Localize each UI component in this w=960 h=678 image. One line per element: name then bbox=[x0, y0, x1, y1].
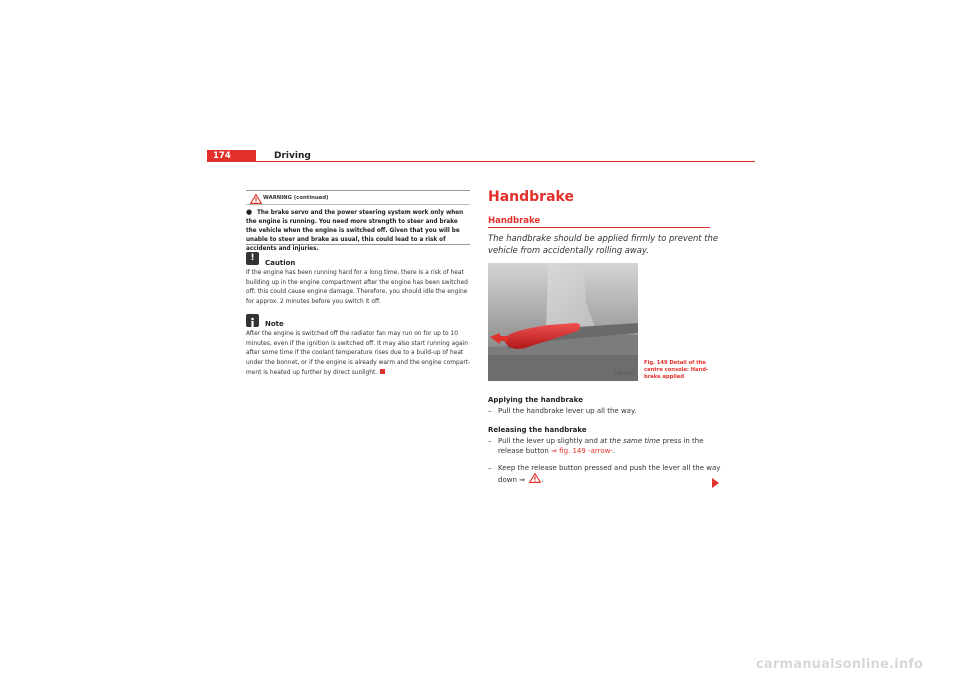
dash-marker: – bbox=[488, 407, 492, 415]
warning-label: WARNING (continued) bbox=[263, 195, 329, 201]
main-heading: Handbrake bbox=[488, 189, 574, 205]
warning-triangle-icon bbox=[250, 194, 262, 204]
info-icon bbox=[246, 316, 259, 329]
release-step-2-end: . bbox=[541, 476, 544, 484]
warning-box bbox=[246, 190, 470, 252]
release-step-1-part-a: Pull the lever up slightly and bbox=[498, 437, 601, 445]
bullet-icon: ● bbox=[246, 208, 257, 216]
page-number: 174 bbox=[207, 150, 256, 162]
release-step-1-text bbox=[498, 436, 722, 456]
applying-step-text: Pull the handbrake lever up all the way. bbox=[498, 407, 637, 415]
handbrake-illustration bbox=[488, 263, 638, 381]
release-step-2-text bbox=[498, 463, 722, 485]
dash-marker: – bbox=[488, 437, 492, 445]
figure-code: B3R-0073 bbox=[615, 371, 635, 376]
release-step-2-main: Keep the release button pressed and push the lever all the way down ⇒ bbox=[498, 464, 721, 484]
figure-caption: Fig. 149 Detail of the centre console: Hand-brake applied bbox=[644, 360, 709, 380]
releasing-heading: Releasing the handbrake bbox=[488, 426, 587, 434]
caution-text: If the engine has been running hard for a long time, there is a risk of heat building up in the engine compartment after the engine has been switched off; this could cause engine damage. Therefore, you should idle the engine for approx. 2 minutes before you switch it off. bbox=[246, 270, 468, 306]
footer-watermark: carmanualsonline.info bbox=[756, 657, 924, 672]
applying-heading: Applying the handbrake bbox=[488, 396, 583, 404]
intro-text: The handbrake should be applied firmly to prevent the vehicle from accidentally rolling away. bbox=[488, 233, 718, 255]
section-title: Driving bbox=[274, 151, 311, 161]
warning-bullet-text: The brake servo and the power steering system work only when the engine is running. You need more strength to steer and brake the vehicle when the engine is switched off. Given that you will be unable to steer and brake as usual, this could lead to a risk of accidents and injuries. bbox=[246, 210, 464, 252]
dash-marker: – bbox=[488, 464, 492, 472]
warning-header bbox=[246, 193, 470, 205]
header-rule bbox=[207, 161, 755, 162]
next-page-arrow-icon[interactable] bbox=[712, 478, 719, 488]
sub-heading: Handbrake bbox=[488, 216, 541, 226]
end-marker-icon bbox=[380, 369, 385, 374]
caution-icon: ! bbox=[246, 252, 259, 265]
warning-triangle-icon[interactable] bbox=[529, 473, 544, 484]
note-text bbox=[246, 330, 472, 379]
release-step-1-end: . bbox=[612, 447, 616, 455]
warning-text bbox=[246, 208, 470, 254]
release-step-1-italic: at the same time bbox=[600, 437, 661, 445]
note-icon bbox=[246, 314, 259, 327]
note-body: After the engine is switched off the radiator fan may run on for up to 10 minutes, even if the ignition is switched off. It may also start running again after some time if the coolant temperature rises due to a build-up of heat under the bonnet, or if the engine is already warm and the engine compart-ment is heated up further by direct sunlight. bbox=[246, 331, 471, 376]
caution-label: Caution bbox=[265, 259, 296, 267]
figure-reference-link[interactable]: ⇒ fig. 149 -arrow- bbox=[551, 447, 613, 455]
handbrake-figure bbox=[488, 263, 638, 381]
sub-heading-rule bbox=[488, 227, 710, 228]
note-label: Note bbox=[265, 320, 284, 328]
release-step-1-part-b: press in the release button bbox=[498, 437, 704, 455]
